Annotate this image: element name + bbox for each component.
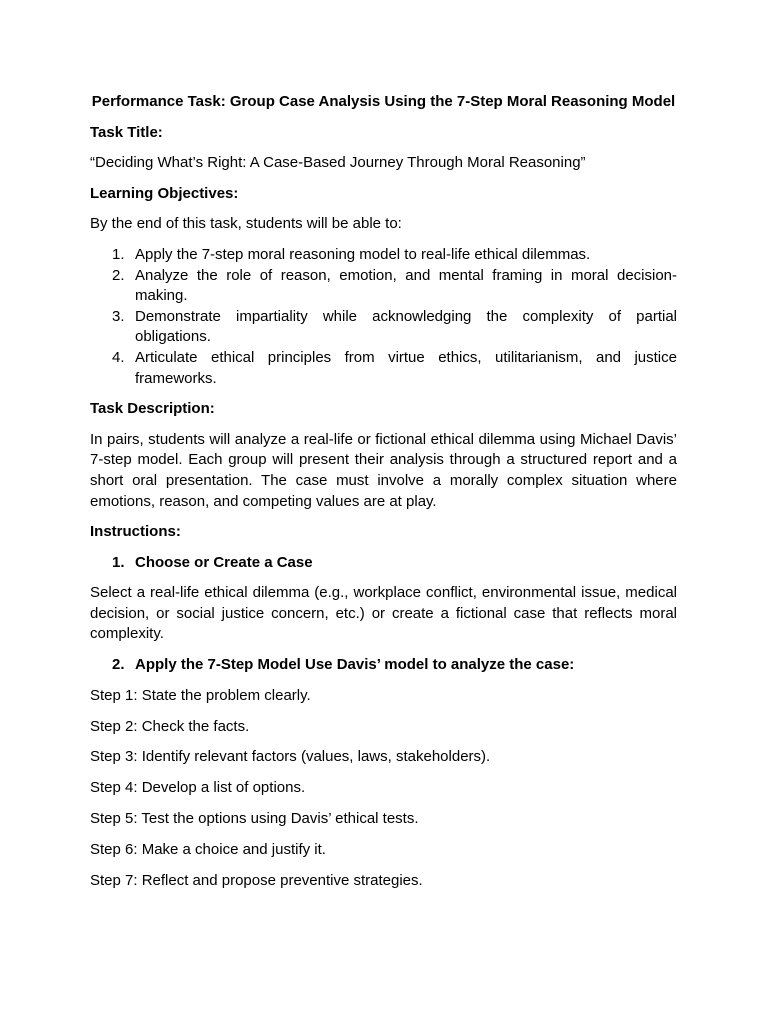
description-text: In pairs, students will analyze a real-life or fictional ethical dilemma using Michael Davis’ 7-step model. Each group will present their analysis through a structured report and a short oral presentation. The case must involve a morally complex situation where emotions, reason, and competing values are at play.	[90, 430, 677, 510]
list-number: 2.	[112, 266, 125, 284]
objective-text: Demonstrate impartiality while acknowledging the complexity of partial obligations.	[135, 307, 677, 346]
objective-item	[90, 307, 677, 348]
instruction-1-text: Select a real-life ethical dilemma (e.g., workplace conflict, environmental issue, medical decision, or social justice concern, etc.) or create a fictional case that reflects moral complexity.	[90, 584, 677, 643]
objective-text: Apply the 7-step moral reasoning model to real-life ethical dilemmas.	[135, 245, 591, 263]
objective-item	[90, 266, 677, 307]
list-number: 1.	[112, 553, 125, 571]
instruction-2-heading	[90, 655, 677, 676]
task-title-heading: Task Title:	[90, 123, 163, 141]
step-6: Step 6: Make a choice and justify it.	[90, 841, 326, 859]
list-number: 3.	[112, 307, 125, 325]
objectives-intro: By the end of this task, students will be able to:	[90, 215, 402, 233]
description-heading: Task Description:	[90, 400, 215, 418]
objective-item	[90, 348, 677, 389]
document-page	[90, 92, 677, 902]
list-number: 2.	[112, 656, 125, 674]
step-1: Step 1: State the problem clearly.	[90, 686, 311, 704]
objectives-heading: Learning Objectives:	[90, 184, 239, 202]
objective-text: Analyze the role of reason, emotion, and mental framing in moral decision-making.	[135, 266, 677, 305]
list-number: 1.	[112, 245, 125, 263]
step-4: Step 4: Develop a list of options.	[90, 779, 306, 797]
instruction-2-title: Apply the 7-Step Model Use Davis’ model to analyze the case:	[135, 656, 575, 674]
step-5: Step 5: Test the options using Davis’ ethical tests.	[90, 810, 419, 828]
task-title-text: “Deciding What’s Right: A Case-Based Journey Through Moral Reasoning”	[90, 154, 586, 172]
instructions-heading: Instructions:	[90, 523, 181, 541]
objective-item	[90, 245, 677, 266]
instruction-1-title: Choose or Create a Case	[135, 553, 313, 571]
step-3: Step 3: Identify relevant factors (values, laws, stakeholders).	[90, 748, 491, 766]
instruction-1-heading	[90, 553, 677, 574]
step-2: Step 2: Check the facts.	[90, 717, 250, 735]
document-title: Performance Task: Group Case Analysis Using the 7-Step Moral Reasoning Model	[91, 93, 676, 110]
objective-text: Articulate ethical principles from virtue ethics, utilitarianism, and justice frameworks.	[135, 348, 677, 387]
step-7: Step 7: Reflect and propose preventive strategies.	[90, 872, 423, 889]
objectives-list	[90, 245, 677, 389]
list-number: 4.	[112, 348, 125, 366]
